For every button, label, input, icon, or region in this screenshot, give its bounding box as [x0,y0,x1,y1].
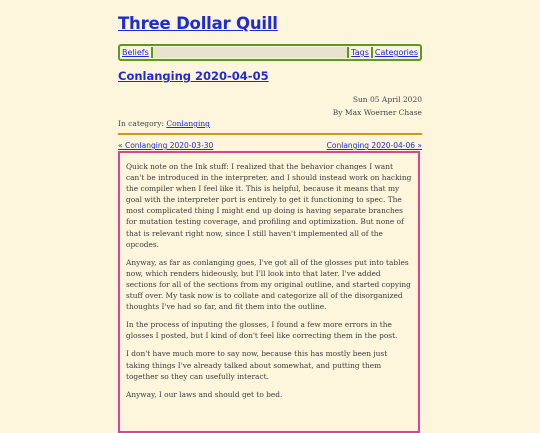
post-author: By Max Woerner Chase [332,108,422,117]
category-link[interactable]: Conlanging [166,119,210,128]
nav-categories-link[interactable]: Categories [374,48,418,57]
post-paragraph: Anyway, I our laws and should get to bed. [126,389,283,399]
nav-beliefs-link[interactable]: Beliefs [122,48,149,57]
nav-bar [118,44,422,61]
post-title-link[interactable]: Conlanging 2020-04-05 [118,69,269,83]
post-paragraph: Anyway, as far as conlanging goes, I've got all of the glosses put into tables now, which renders hideously, but I'll look into that later. I've added sections for all of the sections from my original outline, and started copying stuff over. My task now is to collate and categorize all of the disorganized thoughts I've had so far, and fit them into the outline. [126,257,411,312]
post-content [118,151,420,433]
nav-tags-link[interactable]: Tags [351,48,369,57]
nav-spacer [153,47,347,58]
post-paragraph: Quick note on the Ink stuff: I realized that the behavior changes I want can't be introduced in the interpreter, and I should instead work on hacking the compiler when I feel like it. This is helpful, because it means that my goal with the interpreter port is entirely to get it functioning to spec. The most complicated thing I might end up doing is having separate branches for mutation testing coverage, and profiling and optimization. But none of that is relevant right now, since I still haven't implemented all of the opcodes. [126,162,412,249]
post-paragraph: In the process of inputing the glosses, I found a few more errors in the glosses I posted, but I kind of don't feel like correcting them in the post. [126,320,398,341]
site-title-link[interactable]: Three Dollar Quill [118,14,278,33]
header-divider [118,133,422,135]
post-paragraph: I don't have much more to say now, because this has mostly been just taking things I've already talked about somewhat, and putting them together so they can usefully interact. [126,349,388,381]
post-category [118,119,210,128]
category-prefix: In category: [118,119,167,128]
previous-post-link[interactable]: « Conlanging 2020-03-30 [118,141,214,150]
next-post-link[interactable]: Conlanging 2020-04-06 » [326,141,422,150]
post-date: Sun 05 April 2020 [352,95,422,104]
